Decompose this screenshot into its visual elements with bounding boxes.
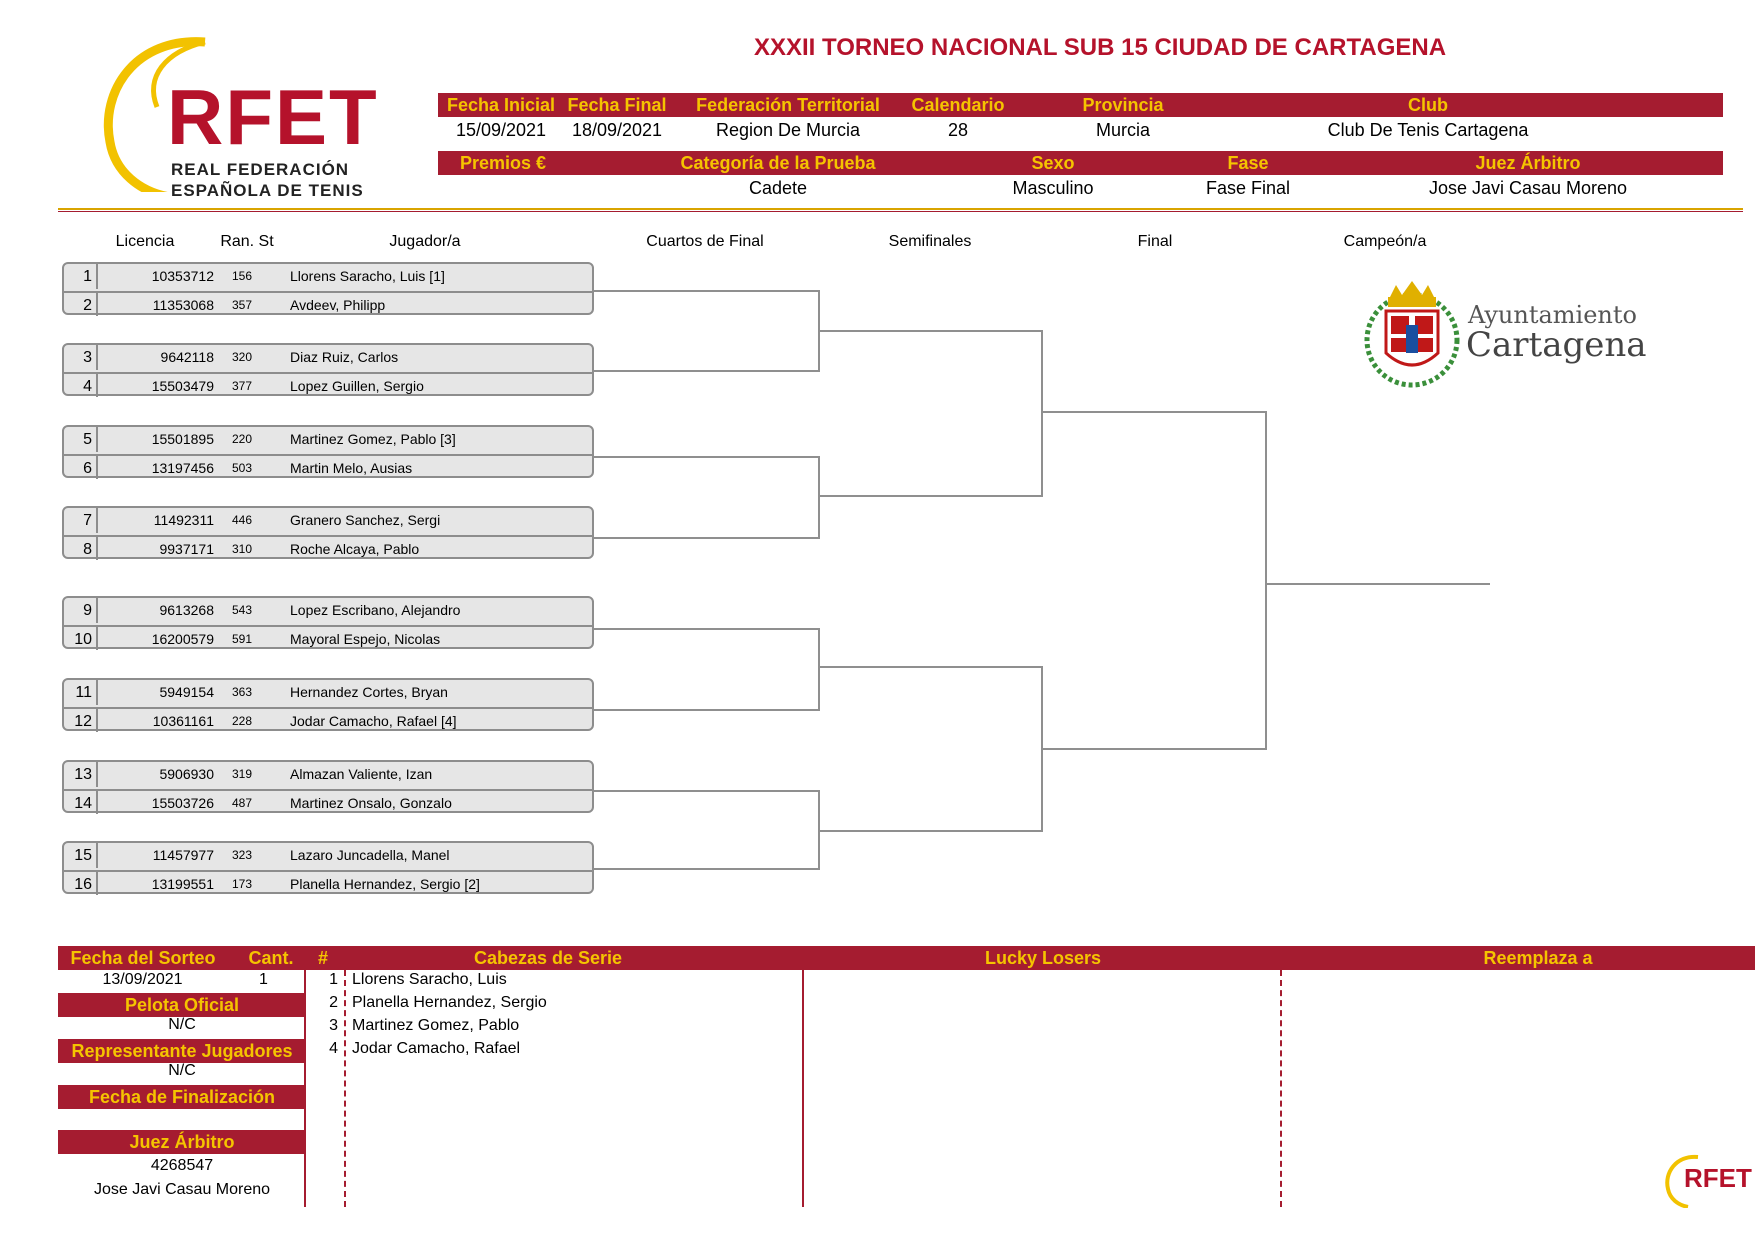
col-cuartos: Cuartos de Final [646, 233, 764, 250]
player-licence: 13199551 [151, 876, 214, 892]
player-row [64, 789, 592, 814]
player-ranking: 323 [232, 848, 253, 862]
page-title: XXXII TORNEO NACIONAL SUB 15 CIUDAD DE CARTAGENA [753, 34, 1447, 61]
match-box [62, 841, 594, 894]
player-seed: 5 [64, 427, 98, 452]
player-name: Lopez Guillen, Sergio [290, 378, 424, 394]
player-seed: 3 [64, 345, 98, 370]
label-federacion: Federación Territorial [696, 95, 880, 115]
bracket-line-r3 [1041, 411, 1265, 413]
value-fecha-inicial: 15/09/2021 [455, 120, 547, 140]
pelota-label-bar [58, 993, 306, 1017]
bracket-line-r2 [1041, 330, 1043, 497]
player-licence: 13197456 [151, 460, 214, 476]
player-row [64, 762, 592, 787]
sorteo-cant: 1 [259, 971, 268, 988]
rep-label-bar [58, 1039, 306, 1063]
player-seed: 13 [64, 762, 98, 787]
rep-value: N/C [168, 1062, 196, 1079]
player-name: Diaz Ruiz, Carlos [290, 349, 399, 365]
player-licence: 9642118 [160, 349, 214, 365]
match-box [62, 506, 594, 559]
player-ranking: 357 [232, 298, 253, 312]
sponsor-line1: Ayuntamiento [1468, 301, 1637, 329]
player-ranking: 320 [232, 350, 253, 364]
rep-label: Representante Jugadores [71, 1041, 293, 1061]
player-ranking: 377 [232, 379, 253, 393]
player-ranking: 319 [232, 767, 253, 781]
player-seed: 2 [64, 293, 98, 316]
header-divider [58, 208, 1743, 210]
player-ranking: 363 [232, 685, 253, 699]
bracket-line-r3 [1041, 748, 1265, 750]
bracket-line-r1 [594, 709, 818, 711]
bracket-line-r1 [594, 868, 818, 870]
player-name: Planella Hernandez, Sergio [2] [290, 876, 480, 892]
player-seed: 16 [64, 872, 98, 895]
juez-footer-label: Juez Árbitro [129, 1132, 235, 1152]
footer-dash-1 [344, 970, 346, 1207]
player-row [64, 264, 592, 289]
player-seed: 15 [64, 843, 98, 868]
match-box [62, 760, 594, 813]
header-bar-1 [438, 93, 1723, 117]
coat-of-arms-icon [1360, 275, 1465, 393]
label-cant: Cant. [248, 948, 294, 968]
bracket-line-r2 [818, 830, 1041, 832]
player-seed: 7 [64, 508, 98, 533]
bracket-line-champion [1265, 583, 1490, 585]
label-hash: # [317, 948, 328, 968]
player-name: Hernandez Cortes, Bryan [290, 684, 448, 700]
label-cabezas: Cabezas de Serie [473, 948, 623, 968]
label-premios: Premios € [459, 153, 547, 173]
bracket-line-r2 [818, 666, 1041, 668]
juez-licence: 4268547 [150, 1157, 214, 1174]
juez-label-bar [58, 1130, 306, 1154]
player-licence: 10361161 [152, 713, 214, 729]
player-licence: 5949154 [159, 684, 214, 700]
seed-number: 2 [329, 994, 338, 1011]
fin-label: Fecha de Finalización [88, 1087, 276, 1107]
header-values-1 [438, 120, 1723, 144]
seed-number: 3 [329, 1017, 338, 1034]
label-fecha-sorteo: Fecha del Sorteo [70, 948, 216, 968]
bracket-line-r1 [818, 456, 820, 539]
player-licence: 15503479 [151, 378, 214, 394]
seed-number: 4 [329, 1040, 338, 1057]
player-name: Lopez Escribano, Alejandro [290, 602, 461, 618]
label-reemplaza: Reemplaza a [1483, 948, 1593, 968]
player-row [64, 454, 592, 479]
value-sexo: Masculino [1012, 178, 1094, 198]
player-seed: 12 [64, 709, 98, 732]
sponsor-line2: Cartagena [1466, 325, 1647, 365]
player-name: Granero Sanchez, Sergi [290, 512, 441, 528]
value-club: Club De Tenis Cartagena [1327, 120, 1529, 140]
header-divider-red [58, 211, 1743, 212]
player-seed: 4 [64, 374, 98, 397]
player-licence: 11457977 [152, 847, 214, 863]
logo-main: RFET [167, 73, 379, 161]
label-provincia: Provincia [1082, 95, 1164, 115]
col-jugador: Jugador/a [389, 233, 461, 250]
player-ranking: 487 [232, 796, 253, 810]
seed-name: Jodar Camacho, Rafael [352, 1040, 521, 1057]
player-ranking: 591 [232, 632, 253, 646]
player-name: Llorens Saracho, Luis [1] [290, 268, 445, 284]
player-ranking: 446 [232, 513, 253, 527]
player-seed: 9 [64, 598, 98, 623]
player-row [64, 843, 592, 868]
footer-dash-2 [1280, 970, 1282, 1207]
footer-header-bar [58, 946, 1755, 970]
player-seed: 10 [64, 627, 98, 650]
player-licence: 10353712 [151, 268, 214, 284]
player-licence: 11492311 [153, 512, 214, 528]
seed-name: Planella Hernandez, Sergio [352, 994, 547, 1011]
label-calendario: Calendario [911, 95, 1005, 115]
player-row [64, 870, 592, 895]
footer-divider-mid [802, 970, 804, 1207]
bracket-line-r1 [594, 790, 818, 792]
label-fecha-inicial: Fecha Inicial [446, 95, 556, 115]
player-licence: 15503726 [151, 795, 214, 811]
bracket-line-r1 [594, 537, 818, 539]
player-seed: 11 [64, 680, 98, 705]
footer-divider-left [304, 970, 306, 1207]
fin-label-bar [58, 1085, 306, 1109]
player-ranking: 220 [232, 432, 253, 446]
rfet-logo [95, 32, 379, 207]
player-licence: 11353068 [152, 297, 214, 313]
col-licencia: Licencia [115, 233, 175, 250]
value-juez: Jose Javi Casau Moreno [1428, 178, 1628, 198]
player-seed: 8 [64, 537, 98, 560]
small-logo-main: RFET [1684, 1163, 1752, 1193]
value-federacion: Region De Murcia [715, 120, 861, 140]
label-categoria: Categoría de la Prueba [680, 153, 876, 173]
player-row [64, 372, 592, 397]
logo-line2: ESPAÑOLA DE TENIS [171, 181, 364, 200]
value-provincia: Murcia [1095, 120, 1150, 140]
label-juez: Juez Árbitro [1475, 153, 1581, 173]
player-licence: 5906930 [159, 766, 214, 782]
bracket-line-r2 [818, 330, 1041, 332]
player-name: Jodar Camacho, Rafael [4] [290, 713, 457, 729]
match-box [62, 425, 594, 478]
player-ranking: 228 [232, 714, 253, 728]
small-rfet-logo [1662, 1153, 1752, 1208]
seed-name: Llorens Saracho, Luis [352, 971, 507, 988]
player-row [64, 345, 592, 370]
bracket-line-r1 [818, 628, 820, 711]
bracket-line-r3 [1265, 411, 1267, 750]
player-licence: 16200579 [151, 631, 214, 647]
player-row [64, 680, 592, 705]
label-club: Club [1408, 95, 1448, 115]
player-seed: 1 [64, 264, 98, 289]
match-box [62, 262, 594, 315]
player-row [64, 707, 592, 732]
player-licence: 9937171 [159, 541, 214, 557]
player-row [64, 427, 592, 452]
bracket-line-r2 [818, 495, 1041, 497]
bracket-line-r1 [594, 370, 818, 372]
player-row [64, 625, 592, 650]
label-fase: Fase [1227, 153, 1269, 173]
player-ranking: 156 [232, 269, 253, 283]
header-values-2 [438, 178, 1723, 202]
value-fecha-final: 18/09/2021 [571, 120, 663, 140]
player-name: Almazan Valiente, Izan [290, 766, 433, 782]
seed-number: 1 [329, 971, 338, 988]
player-name: Martin Melo, Ausias [290, 460, 413, 476]
player-name: Martinez Gomez, Pablo [3] [290, 431, 456, 447]
col-campeon: Campeón/a [1343, 233, 1427, 250]
value-calendario: 28 [947, 120, 969, 140]
player-ranking: 173 [232, 877, 253, 891]
value-categoria: Cadete [748, 178, 808, 198]
player-row [64, 535, 592, 560]
player-ranking: 543 [232, 603, 253, 617]
player-seed: 14 [64, 791, 98, 814]
pelota-value: N/C [168, 1016, 196, 1033]
player-ranking: 503 [232, 461, 253, 475]
col-semifinales: Semifinales [888, 233, 972, 250]
player-name: Roche Alcaya, Pablo [290, 541, 420, 557]
bracket-line-r1 [594, 290, 818, 292]
sponsor-logo [1360, 275, 1660, 395]
sorteo-date: 13/09/2021 [102, 971, 183, 988]
player-row [64, 508, 592, 533]
bracket-line-r1 [594, 456, 818, 458]
match-box [62, 596, 594, 649]
logo-line1: REAL FEDERACIÓN [171, 160, 350, 179]
pelota-label: Pelota Oficial [124, 995, 240, 1015]
player-ranking: 310 [232, 542, 253, 556]
player-licence: 9613268 [159, 602, 214, 618]
player-seed: 6 [64, 456, 98, 479]
player-name: Lazaro Juncadella, Manel [290, 847, 450, 863]
match-box [62, 678, 594, 731]
player-name: Mayoral Espejo, Nicolas [290, 631, 441, 647]
label-sexo: Sexo [1031, 153, 1075, 173]
player-name: Martinez Onsalo, Gonzalo [290, 795, 452, 811]
player-name: Avdeev, Philipp [290, 297, 386, 313]
col-ranking: Ran. St [220, 233, 274, 250]
player-row [64, 291, 592, 316]
label-lucky: Lucky Losers [984, 948, 1102, 968]
match-box [62, 343, 594, 396]
value-fase: Fase Final [1205, 178, 1291, 198]
bracket-line-r1 [594, 628, 818, 630]
juez-name: Jose Javi Casau Moreno [93, 1181, 271, 1198]
header-bar-2 [438, 151, 1723, 175]
seed-name: Martinez Gomez, Pablo [352, 1017, 520, 1034]
label-fecha-final: Fecha Final [567, 95, 667, 115]
col-final: Final [1137, 233, 1173, 250]
player-row [64, 598, 592, 623]
player-licence: 15501895 [151, 431, 214, 447]
